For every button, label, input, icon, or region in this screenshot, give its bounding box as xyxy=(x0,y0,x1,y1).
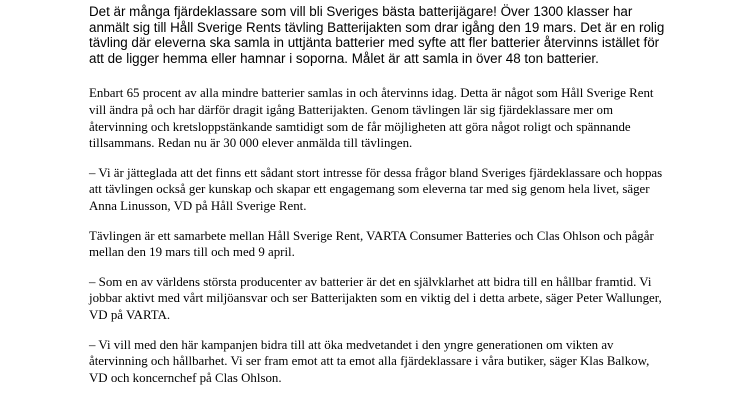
body-paragraph-quote-varta: – Som en av världens största producenter av batterier är det en självklarhet att bidra till en hållbar framtid. Vi jobbar aktivt med vårt miljöansvar och ser Batterijakten som en viktig del i detta arbete, säger Peter Wallunger, VD på VARTA. xyxy=(89,274,662,322)
press-release xyxy=(89,4,669,399)
body-paragraph-statistics: Enbart 65 procent av alla mindre batterier samlas in och återvinns idag. Detta är något som Håll Sverige Rent vill ändra på och har därför dragit igång Batterijakten. Genom tävlingen lär sig fjärdeklassare mer om återvinning och kretsloppstänkande samtidigt som de får möjligheten att göra något roligt och spännande tillsammans. Redan nu är 30 000 elever anmälda till tävlingen. xyxy=(89,86,654,151)
body-paragraph-partners: Tävlingen är ett samarbete mellan Håll Sverige Rent, VARTA Consumer Batteries och Clas Ohlson och pågår mellan den 19 mars till och med 9 april. xyxy=(89,228,654,260)
lead-paragraph: Det är många fjärdeklassare som vill bli Sveriges bästa batterijägare! Över 1300 klasser har anmält sig till Håll Sverige Rents tävling Batterijakten som drar igång den 19 mars. Det är en rolig tävling där eleverna ska samla in uttjänta batterier med syfte att fler batterier återvinns istället för att de ligger hemma eller hamnar i soporna. Målet är att samla in över 48 ton batterier. xyxy=(89,4,665,66)
body-paragraph-quote-clas-ohlson: – Vi vill med den här kampanjen bidra till att öka medvetandet i den yngre generationen om vikten av återvinning och hållbarhet. Vi ser fram emot att ta emot alla fjärdeklassare i våra butiker, säger Klas Balkow, VD och koncernchef på Clas Ohlson. xyxy=(89,337,650,385)
body-paragraph-quote-hsr: – Vi är jätteglada att det finns ett sådant stort intresse för dessa frågor bland Sveriges fjärdeklassare och hoppas att tävlingen också ger kunskap och skapar ett engagemang som eleverna tar med sig genom hela livet, säger Anna Linusson, VD på Håll Sverige Rent. xyxy=(89,165,663,213)
